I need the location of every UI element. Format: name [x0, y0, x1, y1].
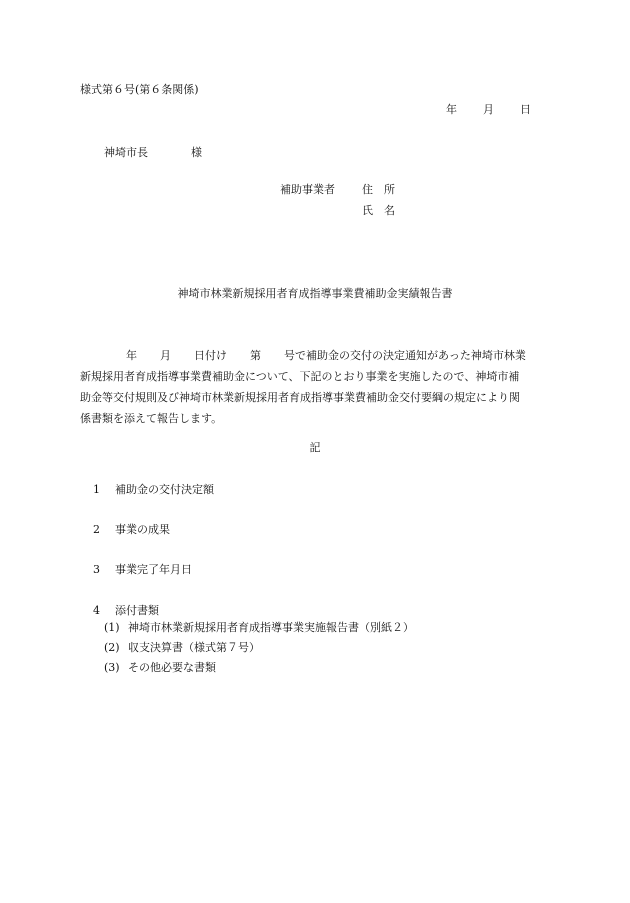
addressee-name: 神埼市長 — [104, 146, 148, 159]
body-line-1-rest: 号で補助金の交付の決定通知があった神埼市林業 — [284, 349, 526, 362]
body-line-4: 係書類を添えて報告します。 — [80, 412, 223, 425]
body-year: 年 — [126, 349, 137, 362]
body-dated: 日付け — [194, 349, 227, 362]
body-line-3: 助金等交付規則及び神埼市林業新規採用者育成指導事業費補助金交付要綱の規定により関 — [80, 391, 520, 404]
item-4 — [93, 605, 159, 616]
date-day-label: 日 — [520, 103, 531, 116]
attachment-1 — [104, 622, 414, 633]
item-label: 補助金の交付決定額 — [115, 483, 214, 496]
applicant-label: 補助事業者 — [280, 183, 335, 196]
body-line-1 — [80, 345, 552, 366]
addressee — [104, 147, 202, 158]
item-label: 事業の成果 — [115, 523, 170, 536]
body-line-2: 新規採用者育成指導事業費補助金について、下記のとおり事業を実施したので、神埼市補 — [80, 370, 520, 383]
attachment-number: (3) — [104, 661, 120, 674]
ki-heading: 記 — [309, 441, 321, 454]
item-2 — [93, 524, 170, 535]
name-label: 氏 名 — [362, 204, 395, 217]
item-1 — [93, 484, 214, 495]
document-title: 神埼市林業新規採用者育成指導事業費補助金実績報告書 — [177, 287, 453, 300]
form-number: 様式第６号(第６条関係) — [80, 83, 199, 96]
item-number: 3 — [93, 563, 100, 576]
date-month-label: 月 — [483, 103, 494, 116]
item-number: 1 — [93, 483, 100, 496]
attachment-label: 神埼市林業新規採用者育成指導事業実施報告書（別紙２） — [128, 621, 414, 634]
address-label: 住 所 — [362, 183, 395, 196]
attachment-3 — [104, 662, 216, 673]
attachment-number: (1) — [104, 621, 120, 634]
date-year-label: 年 — [446, 103, 457, 116]
attachment-label: 収支決算書（様式第７号） — [128, 641, 260, 654]
item-label: 添付書類 — [115, 604, 159, 617]
item-label: 事業完了年月日 — [115, 563, 192, 576]
body-paragraph — [80, 345, 552, 429]
item-3 — [93, 564, 192, 575]
item-number: 2 — [93, 523, 100, 536]
attachment-number: (2) — [104, 641, 120, 654]
addressee-honorific: 様 — [191, 146, 202, 159]
item-number: 4 — [93, 604, 100, 617]
date-line — [446, 104, 531, 115]
attachment-2 — [104, 642, 260, 653]
body-no: 第 — [250, 349, 261, 362]
attachment-label: その他必要な書類 — [128, 661, 216, 674]
body-month: 月 — [160, 349, 171, 362]
